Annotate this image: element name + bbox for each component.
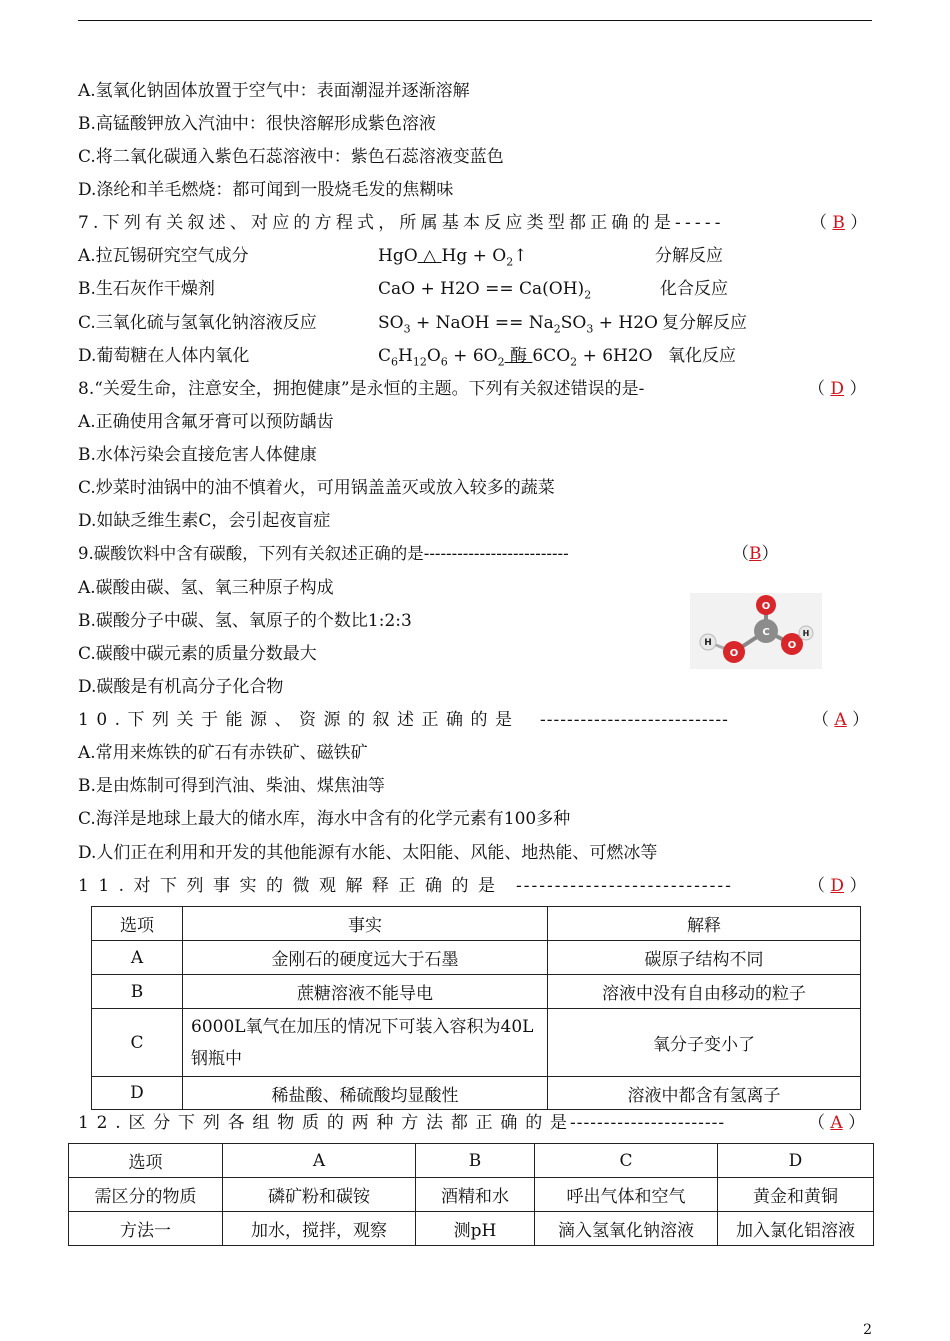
table-cell: 溶液中没有自由移动的粒子: [548, 975, 861, 1009]
q10-dashes: ----------------------------: [540, 710, 729, 730]
q8-option-a: A.正确使用含氟牙膏可以预防龋齿: [78, 412, 334, 432]
q7-row-b-label: B.生石灰作干燥剂: [78, 279, 215, 299]
q11-table: [91, 906, 861, 1110]
svg-text:O: O: [729, 648, 739, 659]
q8-option-d: D.如缺乏维生素C，会引起夜盲症: [78, 511, 331, 531]
q8-option-c: C.炒菜时油锅中的油不慎着火，可用锅盖盖灭或放入较多的蔬菜: [78, 478, 555, 498]
q10-option-d: D.人们正在利用和开发的其他能源有水能、太阳能、风能、地热能、可燃冰等: [78, 843, 658, 863]
table-cell: 呼出气体和空气: [535, 1178, 718, 1212]
q11-header-fact: 事实: [183, 907, 548, 941]
table-cell: 黄金和黄铜: [718, 1178, 874, 1212]
q9-stem: 9.碳酸饮料中含有碳酸，下列有关叙述正确的是--------------------------: [78, 544, 569, 563]
table-row: [92, 941, 861, 975]
table-cell: 蔗糖溶液不能导电: [183, 975, 548, 1009]
table-cell: 溶液中都含有氢离子: [548, 1077, 861, 1110]
q10-stem: 10.下列关于能源、资源的叙述正确的是: [78, 710, 520, 730]
q7-row-d-type: 氧化反应: [668, 346, 736, 366]
q12-header-d: D: [718, 1144, 874, 1178]
q7-row-d-label: D.葡萄糖在人体内氧化: [78, 346, 250, 366]
q10-option-a: A.常用来炼铁的矿石有赤铁矿、磁铁矿: [78, 743, 368, 763]
q7-row-a-label: A.拉瓦锡研究空气成分: [78, 246, 249, 266]
q9-option-a: A.碳酸由碳、氢、氧三种原子构成: [78, 578, 334, 598]
q11-answer: D: [830, 876, 845, 896]
table-cell: 需区分的物质: [69, 1178, 223, 1212]
q9-answer: B: [749, 544, 762, 564]
q11-stem: 11.对下列事实的微观解释正确的是: [78, 876, 505, 896]
q6-option-a: A.氢氧化钠固体放置于空气中：表面潮湿并逐渐溶解: [78, 81, 470, 101]
q10-answer: A: [834, 710, 847, 730]
q9-answer-paren: （B）: [732, 544, 779, 564]
table-cell: 稀盐酸、稀硫酸均显酸性: [183, 1077, 548, 1110]
table-cell: 磷矿粉和碳铵: [223, 1178, 416, 1212]
table-cell: 加水，搅拌，观察: [223, 1212, 416, 1246]
q9-option-b: B.碳酸分子中碳、氢、氧原子的个数比1:2:3: [78, 611, 412, 631]
q11-header-explanation: 解释: [548, 907, 861, 941]
table-cell: 金刚石的硬度远大于石墨: [183, 941, 548, 975]
svg-text:C: C: [762, 627, 770, 638]
q12-header-option: 选项: [69, 1144, 223, 1178]
q11-header-option: 选项: [92, 907, 183, 941]
carbonic-acid-molecule-image: [690, 593, 822, 669]
q12-header-b: B: [416, 1144, 535, 1178]
table-cell: 测pH: [416, 1212, 535, 1246]
q12-header-a: A: [223, 1144, 416, 1178]
q9-option-d: D.碳酸是有机高分子化合物: [78, 677, 284, 697]
svg-text:O: O: [761, 601, 771, 612]
q7-row-b-equation: CaO + $H2O == Ca(OH)_2$: [378, 279, 592, 302]
q12-table: [68, 1143, 874, 1246]
q6-option-d: D.涤纶和羊毛燃烧：都可闻到一股烧毛发的焦糊味: [78, 180, 454, 200]
svg-text:O: O: [787, 640, 797, 651]
q7-answer-paren: （ B ）: [810, 213, 868, 233]
table-row: [69, 1178, 874, 1212]
table-cell: A: [92, 941, 183, 975]
header-rule: [78, 20, 872, 21]
table-cell: 方法一: [69, 1212, 223, 1246]
table-cell: 碳原子结构不同: [548, 941, 861, 975]
q7-row-d-equation: $C_6H_{12}O_6 + 6O_2$ 酶 $6CO_2 + 6H2O$: [378, 346, 653, 369]
q10-answer-paren: （ A ）: [812, 710, 870, 730]
q12-dashes: -----------------------: [570, 1113, 726, 1133]
q8-answer: D: [830, 379, 845, 399]
table-row: [69, 1212, 874, 1246]
table-cell: C: [92, 1009, 183, 1077]
q12-answer: A: [830, 1113, 843, 1133]
page-number: 2: [863, 1322, 872, 1338]
q8-stem: 8.“关爱生命，注意安全，拥抱健康”是永恒的主题。下列有关叙述错误的是-: [78, 379, 645, 399]
q8-option-b: B.水体污染会直接危害人体健康: [78, 445, 317, 465]
table-cell: 氧分子变小了: [548, 1009, 861, 1077]
q7-answer: B: [832, 213, 845, 233]
table-cell: 6000L氧气在加压的情况下可装入容积为40L钢瓶中: [183, 1009, 548, 1077]
q7-row-b-type: 化合反应: [660, 279, 728, 299]
q10-option-b: B.是由炼制可得到汽油、柴油、煤焦油等: [78, 776, 385, 796]
svg-text:H: H: [704, 638, 712, 648]
q7-row-c-label: C.三氧化硫与氢氧化钠溶液反应: [78, 313, 317, 333]
q7-stem: 7.下列有关叙述、对应的方程式，所属基本反应类型都正确的是-----: [78, 213, 725, 233]
q7-row-a-type: 分解反应: [655, 246, 723, 266]
q10-option-c: C.海洋是地球上最大的储水库，海水中含有的化学元素有100多种: [78, 809, 571, 829]
q12-answer-paren: （ A ）: [808, 1113, 866, 1133]
table-row: [92, 1077, 861, 1110]
q7-row-a-equation: HgO △ $Hg + O_2↑$: [378, 246, 528, 269]
q6-option-c: C.将二氧化碳通入紫色石蕊溶液中：紫色石蕊溶液变蓝色: [78, 147, 504, 167]
table-row: [92, 1009, 861, 1077]
q7-row-c-equation: $SO_3$ + NaOH == $Na_2SO_3 + H2O$: [378, 313, 658, 336]
q6-option-b: B.高锰酸钾放入汽油中：很快溶解形成紫色溶液: [78, 114, 436, 134]
table-cell: D: [92, 1077, 183, 1110]
table-cell: 酒精和水: [416, 1178, 535, 1212]
table-header-row: [69, 1144, 874, 1178]
q7-row-c-type: 复分解反应: [662, 313, 747, 333]
q11-dashes: ----------------------------: [516, 876, 733, 896]
q11-answer-paren: （ D ）: [808, 876, 867, 896]
table-header-row: [92, 907, 861, 941]
q9-option-c: C.碳酸中碳元素的质量分数最大: [78, 644, 317, 664]
table-cell: 滴入氢氧化钠溶液: [535, 1212, 718, 1246]
table-cell: B: [92, 975, 183, 1009]
table-cell: 加入氯化铝溶液: [718, 1212, 874, 1246]
q8-answer-paren: （ D ）: [808, 379, 867, 399]
svg-text:H: H: [802, 629, 810, 638]
table-row: [92, 975, 861, 1009]
q12-header-c: C: [535, 1144, 718, 1178]
q12-stem: 12.区分下列各组物质的两种方法都正确的是: [78, 1113, 575, 1133]
